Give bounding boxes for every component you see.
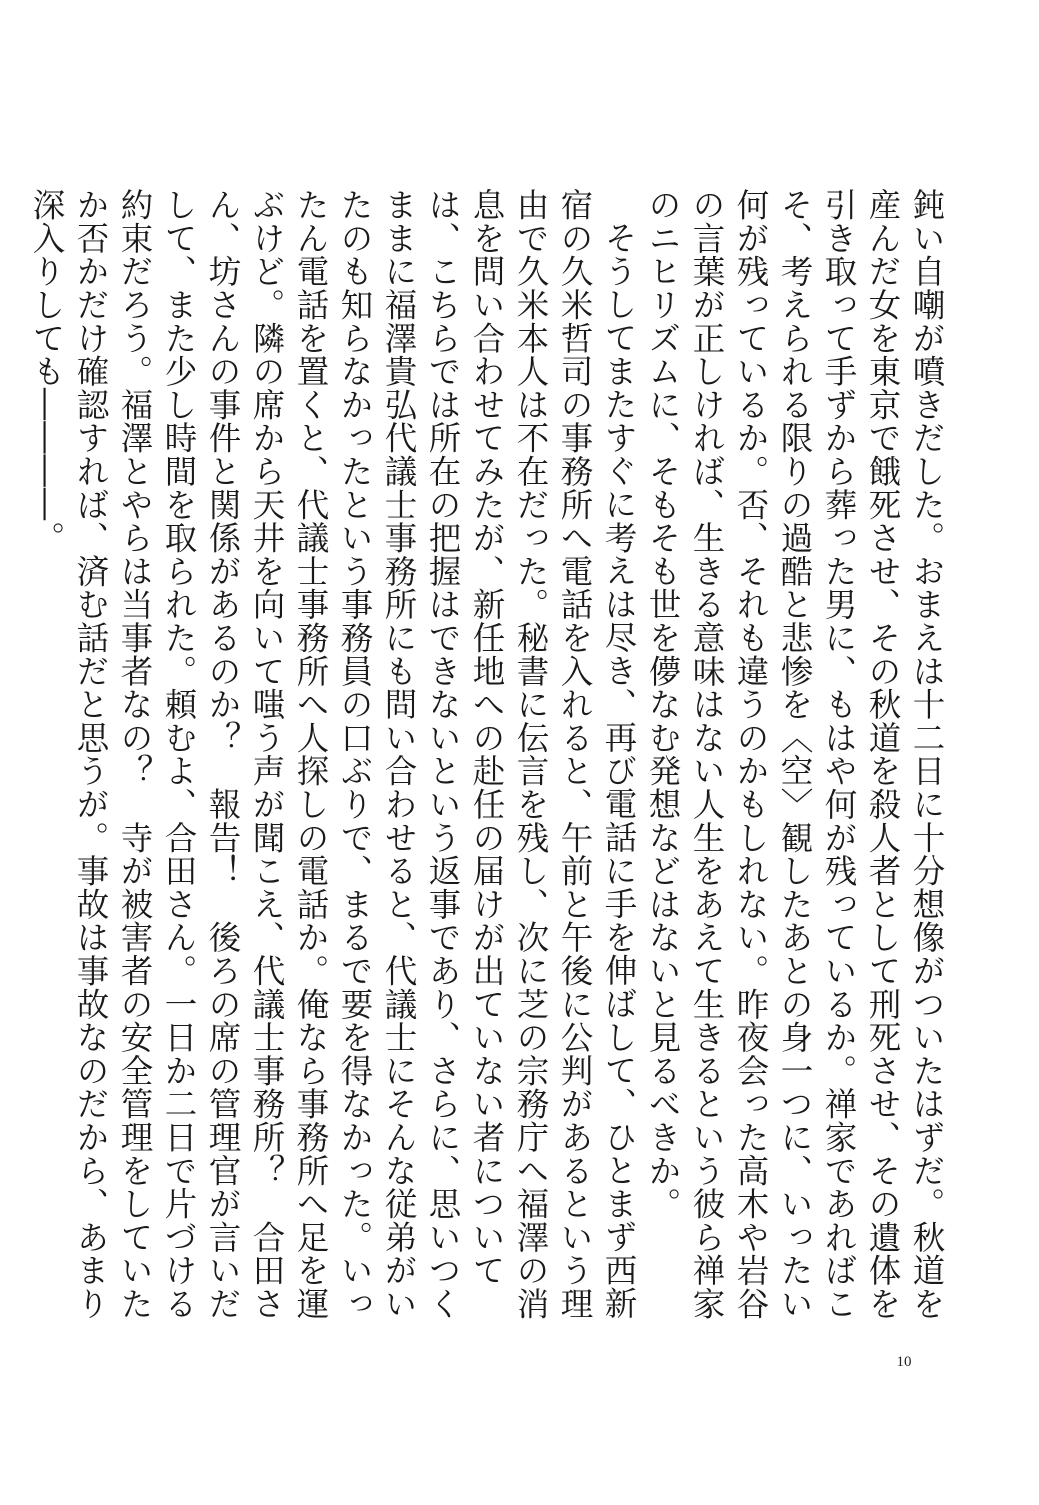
paragraph-1: 鈍い自嘲が噴きだした。おまえは十二日に十分想像がついたはずだ。秋道を産んだ女を東京で餓死させ、その秋道を殺人者として刑死させ、その遺体を引き取って手ずから葬った男に、もはや何が残っているか。禅家であればこそ、考えられる限りの過酷と悲惨を〈空〉観したあとの身一つに、いったい何が残っているか。否、それも違うのかもしれない。昨夜会った高木や岩谷の言葉が正しければ、生きる意味はない人生をあえて生きるという彼ら禅家のニヒリズムに、そもそも世を儚なむ発想などはないと見るべきか。 <box>644 188 946 1321</box>
page-number: 10 <box>896 1354 912 1370</box>
vertical-body-text <box>28 188 949 1348</box>
paragraph-2: そうしてまたすぐに考えは尽き、再び電話に手を伸ばして、ひとまず西新宿の久米哲司の事務所へ電話を入れると、午前と午後に公判があるという理由で久米本人は不在だった。秘書に伝言を残し、次に芝の宗務庁へ福澤の消息を問い合わせてみたが、新任地への赴任の届けが出ていない者については、こちらでは所在の把握はできないという返事であり、さらに、思いつくままに福澤貴弘代議士事務所にも問い合わせると、代議士にそんな従弟がいたのも知らなかったという事務員の口ぶりで、まるで要を得なかった。いったん電話を置くと、代議士事務所へ人探しの電話か。俺なら事務所へ足を運ぶけど。隣の席から天井を向いて嗤う声が聞こえ、代議士事務所？ 合田さん、坊さんの事件と関係があるのか？ 報告！ 後ろの席の管理官が言いだして、また少し時間を取られた。頼むよ、合田さん。一日か二日で片づける約束だろう。福澤とやらは当事者なの？ 寺が被害者の安全管理をしていたか否かだけ確認すれば、済む話だと思うが。事故は事故なのだから、あまり深入りしても――――。 <box>28 188 638 1321</box>
